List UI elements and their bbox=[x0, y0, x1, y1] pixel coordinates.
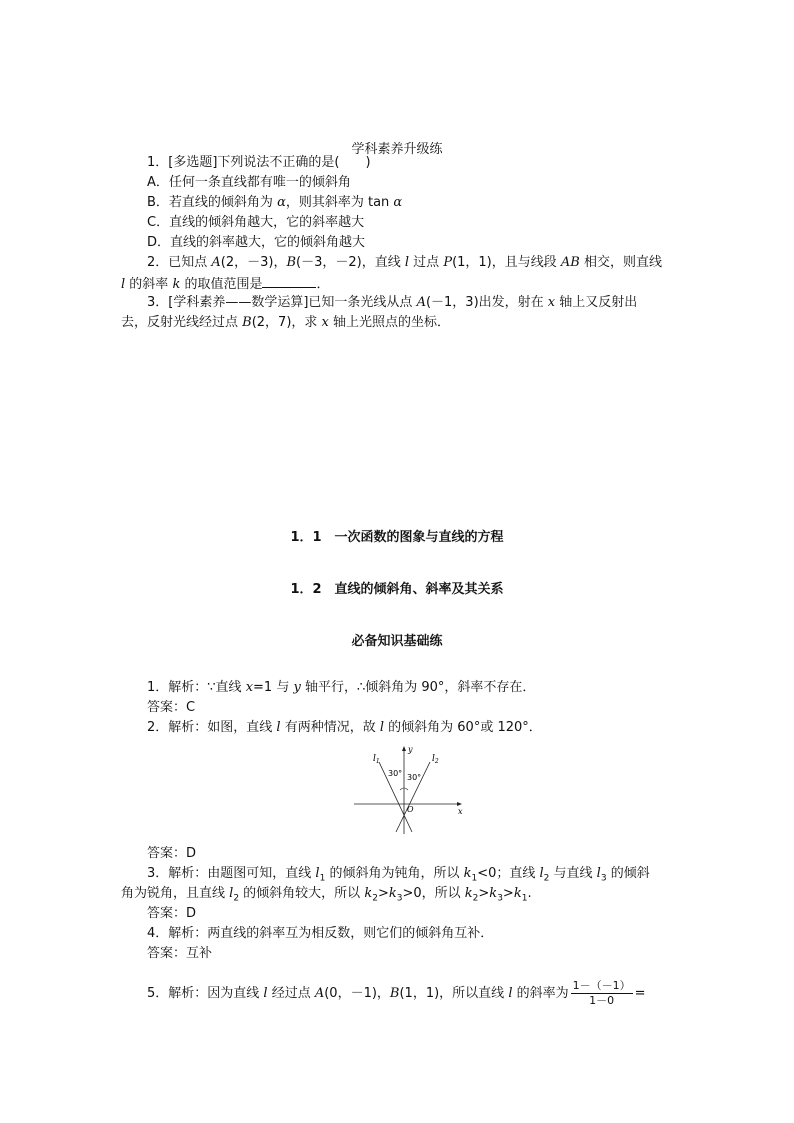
incline-angle-diagram bbox=[352, 744, 468, 838]
slope-k3: k bbox=[388, 886, 397, 901]
label-l1: $l_1$ bbox=[373, 754, 380, 765]
question-2-line-1 bbox=[147, 253, 662, 273]
subsection-title: 必备知识基础练 bbox=[351, 634, 443, 649]
question-1-option-a: A．任何一条直线都有唯一的倾斜角 bbox=[147, 175, 351, 190]
text: 相交，则直线 bbox=[579, 255, 662, 270]
text: = bbox=[634, 986, 646, 1001]
answer-blank bbox=[262, 273, 316, 288]
slope-k1: k bbox=[513, 886, 522, 901]
fraction-denominator: 1－0 bbox=[589, 994, 615, 1007]
text: 的取值范围是 bbox=[180, 277, 263, 292]
line-l2: l bbox=[229, 886, 234, 901]
text: 的倾斜角为钝角，所以 bbox=[325, 866, 464, 881]
subscript: 1 bbox=[521, 893, 528, 904]
text: 过点 bbox=[409, 255, 444, 270]
line-l: l bbox=[404, 255, 410, 270]
line-l1: l bbox=[315, 866, 320, 881]
text: > bbox=[377, 886, 389, 901]
slope-k1: k bbox=[463, 866, 472, 881]
line-l: l bbox=[263, 986, 268, 1001]
angle-arc-left bbox=[400, 788, 404, 790]
answer-2-analysis bbox=[147, 718, 542, 738]
answer-4-result: 答案：互补 bbox=[147, 946, 213, 961]
label-origin: O bbox=[407, 805, 414, 814]
label-l2: $l_2$ bbox=[432, 754, 439, 765]
point-a: A bbox=[416, 295, 426, 310]
slope-k2: k bbox=[464, 886, 473, 901]
slope-k3: k bbox=[489, 886, 498, 901]
line-l: l bbox=[508, 986, 513, 1001]
subscript: 2 bbox=[543, 873, 550, 884]
point-b: B bbox=[286, 255, 297, 270]
answer-1-analysis bbox=[147, 678, 535, 698]
x-axis-arrow bbox=[457, 802, 462, 806]
x-symbol: x bbox=[245, 680, 254, 695]
y-axis-arrow bbox=[402, 746, 406, 751]
question-3-line-1 bbox=[147, 293, 637, 313]
question-1-stem: 1．[多选题]下列说法不正确的是( ) bbox=[147, 155, 371, 170]
text: <0；直线 bbox=[477, 866, 540, 881]
text: 去，反射光线经过点 bbox=[121, 315, 243, 330]
subscript: 3 bbox=[600, 873, 607, 884]
text: . bbox=[527, 886, 532, 901]
text: 3．[学科素养——数学运算]已知一条光线从点 bbox=[147, 295, 417, 310]
text: 2．解析：如图，直线 bbox=[147, 720, 277, 735]
question-2-line-2 bbox=[121, 273, 329, 295]
text: 的倾斜 bbox=[606, 866, 650, 881]
text: 5．解析：因为直线 bbox=[147, 986, 264, 1001]
point-a: A bbox=[211, 255, 221, 270]
line-l: l bbox=[379, 720, 385, 735]
text: 的斜率为 bbox=[512, 986, 569, 1001]
x-symbol: x bbox=[547, 295, 556, 310]
text: (－3，－2)，直线 bbox=[296, 255, 405, 270]
text: =1 与 bbox=[253, 680, 294, 695]
text: 1．解析：∵直线 bbox=[147, 680, 246, 695]
section-title: 1．2 直线的倾斜角、斜率及其关系 bbox=[290, 582, 504, 597]
slope-k2: k bbox=[364, 886, 373, 901]
text: (1，1)，所以直线 bbox=[399, 986, 509, 1001]
label-y: y bbox=[408, 745, 413, 754]
point-a: A bbox=[314, 986, 325, 1001]
text: (0，－1)， bbox=[324, 986, 390, 1001]
subscript: 3 bbox=[396, 893, 403, 904]
subscript: 2 bbox=[472, 893, 479, 904]
text: ． bbox=[316, 277, 330, 292]
line-l3: l bbox=[596, 866, 601, 881]
practice-section-title: 学科素养升级练 bbox=[351, 142, 443, 157]
angle-label-left: 30° bbox=[388, 769, 403, 778]
subscript: 1 bbox=[471, 873, 478, 884]
text: 与直线 bbox=[549, 866, 597, 881]
answer-5-analysis bbox=[147, 978, 646, 1010]
angle-label-right: 30° bbox=[407, 773, 422, 782]
text: 的倾斜角为 60°或 120°． bbox=[384, 720, 542, 735]
text: (－1，3)出发，射在 bbox=[425, 295, 548, 310]
text: 的斜率 bbox=[125, 277, 173, 292]
text: (1，1)，且与线段 bbox=[452, 255, 561, 270]
text: 轴上光照点的坐标． bbox=[328, 315, 451, 330]
angle-arc-right bbox=[404, 788, 408, 790]
text: 轴上又反射出 bbox=[555, 295, 638, 310]
slope-fraction bbox=[571, 979, 633, 1008]
text: 2．已知点 bbox=[147, 255, 212, 270]
text: 有两种情况，故 bbox=[280, 720, 380, 735]
text: (2，7)，求 bbox=[251, 315, 322, 330]
answer-2-result: 答案：D bbox=[147, 846, 197, 861]
point-p: P bbox=[443, 255, 453, 270]
point-b: B bbox=[242, 315, 252, 330]
subscript: 1 bbox=[319, 873, 326, 884]
fraction-numerator: 1－（－1） bbox=[572, 979, 631, 992]
text: (2，－3)， bbox=[220, 255, 287, 270]
question-1-option-c: C．直线的倾斜角越大，它的斜率越大 bbox=[147, 215, 365, 230]
text: >0，所以 bbox=[402, 886, 465, 901]
text: 角为锐角，且直线 bbox=[121, 886, 230, 901]
subscript: 2 bbox=[372, 893, 378, 904]
text: > bbox=[478, 886, 490, 901]
answer-1-result: 答案：C bbox=[147, 700, 196, 715]
text: 的倾斜角较大，所以 bbox=[239, 886, 365, 901]
chapter-title: 1．1 一次函数的图象与直线的方程 bbox=[290, 530, 504, 545]
question-1-option-b bbox=[147, 193, 402, 213]
label-x: x bbox=[458, 807, 463, 816]
line-l2: l bbox=[539, 866, 544, 881]
alpha-symbol: α bbox=[393, 195, 403, 210]
line-l: l bbox=[121, 277, 126, 292]
q1-b-mid: ，则其斜率为 tan bbox=[285, 195, 394, 210]
text: 3．解析：由题图可知，直线 bbox=[147, 866, 316, 881]
text: 经过点 bbox=[267, 986, 315, 1001]
subscript: 2 bbox=[233, 893, 240, 904]
slope-k: k bbox=[172, 277, 181, 292]
question-3-line-2 bbox=[121, 313, 450, 333]
line-l: l bbox=[276, 720, 281, 735]
q1-b-pre: B．若直线的倾斜角为 bbox=[147, 195, 278, 210]
text: > bbox=[502, 886, 514, 901]
answer-4-analysis: 4．解析：两直线的斜率互为相反数，则它们的倾斜角互补． bbox=[147, 926, 494, 941]
text: 轴平行，∴倾斜角为 90°，斜率不存在． bbox=[300, 680, 536, 695]
alpha-symbol: α bbox=[277, 195, 286, 210]
segment-ab: AB bbox=[560, 255, 580, 270]
x-symbol: x bbox=[321, 315, 329, 330]
answer-3-result: 答案：D bbox=[147, 906, 197, 921]
y-symbol: y bbox=[293, 680, 301, 695]
point-b: B bbox=[389, 986, 400, 1001]
question-1-option-d: D．直线的斜率越大，它的倾斜角越大 bbox=[147, 235, 366, 250]
subscript: 3 bbox=[497, 893, 503, 904]
